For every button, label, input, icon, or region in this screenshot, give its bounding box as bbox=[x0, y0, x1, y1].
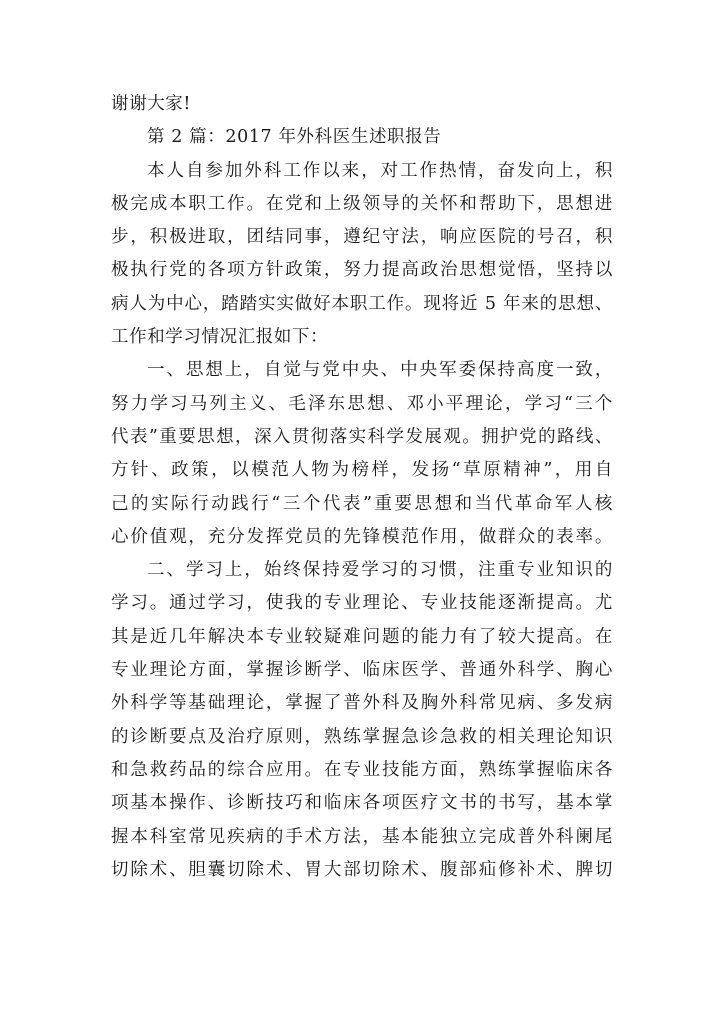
text-line: 一、思想上，自觉与党中央、中央军委保持高度一致， bbox=[147, 360, 613, 381]
text-line: 病人为中心，踏踏实实做好本职工作。现将近 5 年来的思想、 bbox=[111, 293, 613, 314]
text-line: 极执行党的各项方针政策，努力提高政治思想觉悟，坚持以 bbox=[111, 260, 613, 281]
text-line: 心价值观，充分发挥党员的先锋模范作用，做群众的表率。 bbox=[111, 526, 613, 547]
text-line: 切除术、胆囊切除术、胃大部切除术、腹部疝修补术、脾切 bbox=[111, 859, 613, 880]
text-lines bbox=[111, 88, 613, 887]
text-line: 和急救药品的综合应用。在专业技能方面，熟练掌握临床各 bbox=[111, 759, 613, 780]
text-line: 外科学等基础理论，掌握了普外科及胸外科常见病、多发病 bbox=[111, 693, 613, 714]
text-line: 本人自参加外科工作以来，对工作热情，奋发向上，积 bbox=[147, 160, 613, 181]
text-line: 方针、政策，以模范人物为榜样，发扬“草原精神”，用自 bbox=[111, 460, 613, 481]
text-line: 握本科室常见疾病的手术方法，基本能独立完成普外科阑尾 bbox=[111, 826, 613, 847]
text-line: 其是近几年解决本专业较疑难问题的能力有了较大提高。在 bbox=[111, 626, 613, 647]
document-body bbox=[111, 88, 613, 887]
text-line: 代表”重要思想，深入贯彻落实科学发展观。拥护党的路线、 bbox=[111, 426, 613, 447]
text-line: 专业理论方面，掌握诊断学、临床医学、普通外科学、胸心 bbox=[111, 660, 613, 681]
text-line: 步，积极进取，团结同事，遵纪守法，响应医院的号召，积 bbox=[111, 227, 613, 248]
text-line: 极完成本职工作。在党和上级领导的关怀和帮助下，思想进 bbox=[111, 193, 613, 214]
text-line: 的诊断要点及治疗原则，熟练掌握急诊急救的相关理论知识 bbox=[111, 726, 613, 747]
text-line: 工作和学习情况汇报如下： bbox=[111, 327, 329, 348]
text-line: 学习。通过学习，使我的专业理论、专业技能逐渐提高。尤 bbox=[111, 593, 613, 614]
text-line: 第 2 篇：2017 年外科医生述职报告 bbox=[147, 127, 442, 148]
text-line: 努力学习马列主义、毛泽东思想、邓小平理论，学习“三个 bbox=[111, 393, 613, 414]
text-line: 项基本操作、诊断技巧和临床各项医疗文书的书写，基本掌 bbox=[111, 793, 613, 814]
text-line: 谢谢大家! bbox=[111, 94, 192, 114]
text-line: 己的实际行动践行“三个代表”重要思想和当代革命军人核 bbox=[111, 493, 613, 514]
text-line: 二、学习上，始终保持爱学习的习惯，注重专业知识的 bbox=[147, 560, 613, 581]
